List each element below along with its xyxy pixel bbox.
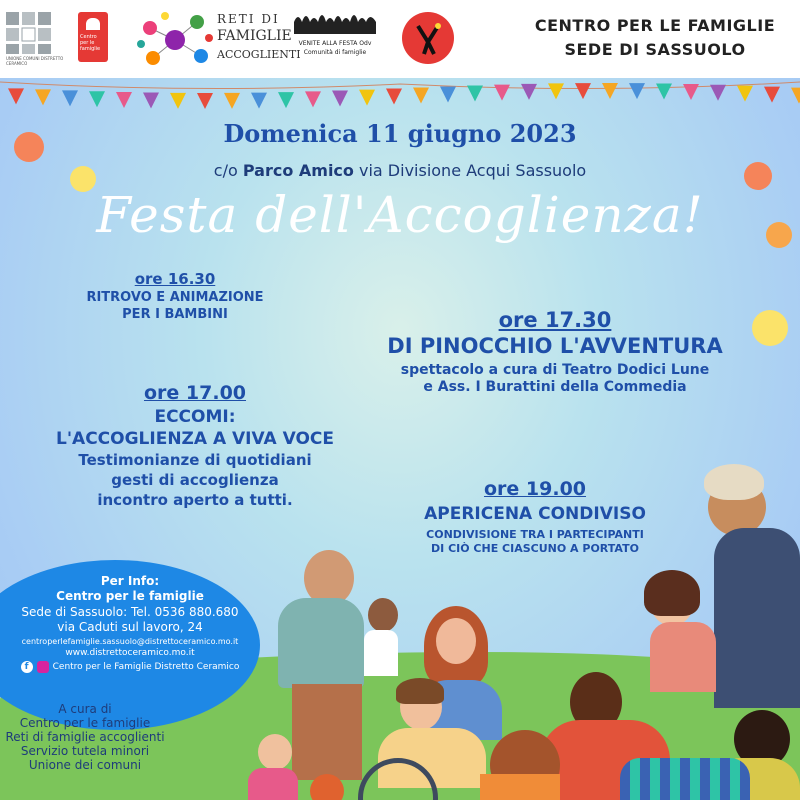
bunting-flag: [602, 83, 618, 99]
bunting-flag: [35, 89, 51, 105]
bunting-flag: [332, 91, 348, 107]
bunting-flag: [413, 87, 429, 103]
event-4-time: ore 19.00: [483, 478, 587, 500]
bunting-flag: [575, 83, 591, 99]
venue-address: via Divisione Acqui Sassuolo: [353, 161, 587, 180]
instagram-icon[interactable]: [37, 661, 49, 673]
reti-logo-line2: FAMIGLIE: [217, 28, 292, 44]
bunting-flag: [656, 83, 672, 99]
acura-line5: Unione dei comuni: [28, 758, 142, 772]
bunting-flag: [386, 89, 402, 105]
venite-logo-line1: VENITE ALLA FESTA Odv: [298, 40, 372, 47]
event-1-time: ore 16.30: [134, 270, 216, 288]
centro-famiglie-logo: [78, 12, 108, 62]
event-2: [340, 308, 770, 395]
bunting-flag: [305, 91, 321, 107]
reti-famiglie-logo: [135, 8, 301, 72]
child-head: [368, 598, 398, 632]
bunting-flag: [548, 83, 564, 99]
acura-line3: Reti di famiglie accoglienti: [5, 730, 165, 744]
people-illustration: [240, 458, 800, 800]
event-3-line2: gesti di accoglienza: [111, 471, 279, 489]
crowd-silhouette-icon: [292, 8, 378, 34]
bunting-flag: [467, 85, 483, 101]
event-3-title2: L'ACCOGLIENZA A VIVA VOCE: [56, 429, 334, 449]
header-bar: [0, 0, 800, 78]
centro-heading-line1: CENTRO PER LE FAMIGLIE: [534, 16, 776, 35]
info-email[interactable]: centroperlefamiglie.sassuolo@distrettoceramico.mo.it: [21, 637, 239, 646]
wheelchair-boy-hair: [396, 678, 444, 704]
grandpa-legs: [292, 684, 362, 780]
event-venue: [0, 161, 800, 180]
event-date: Domenica 11 giugno 2023: [223, 119, 577, 148]
venite-logo-line2: Comunità di famiglie: [303, 49, 367, 56]
venue-place: Parco Amico: [242, 161, 354, 180]
unione-logo-text: UNIONE COMUNI DISTRETTO CERAMICO: [6, 56, 64, 66]
grandpa-body: [278, 598, 364, 688]
ball-icon: [310, 774, 344, 800]
bunting-flag: [89, 91, 105, 107]
info-address: via Caduti sul lavoro, 24: [57, 620, 203, 634]
bunting-flag: [224, 93, 240, 109]
poster: [0, 78, 800, 800]
event-3-time: ore 17.00: [143, 382, 247, 404]
puppet-icon: [402, 12, 454, 64]
bunting-flag: [170, 93, 186, 109]
event-4-line2: DI CIÒ CHE CIASCUNO A PORTATO: [431, 542, 639, 555]
acura-line2: Centro per le famiglie: [19, 716, 151, 730]
event-1-line1: RITROVO E ANIMAZIONE: [86, 290, 264, 305]
event-2-line1: spettacolo a cura di Teatro Dodici Lune: [400, 362, 710, 378]
info-block: [0, 574, 260, 673]
info-heading1: Per Info:: [100, 574, 160, 588]
info-social-label: Centro per le Famiglie Distretto Ceramico: [52, 662, 240, 672]
acura-block: [0, 702, 170, 772]
event-2-time: ore 17.30: [498, 308, 612, 332]
ball-child-body: [248, 768, 298, 800]
child-body: [364, 630, 398, 676]
event-1: [55, 270, 295, 322]
centro-heading-line2: SEDE DI SASSUOLO: [564, 40, 746, 59]
hug-person-body-2: [480, 774, 560, 800]
venite-festa-logo: [290, 8, 380, 68]
info-phone: Sede di Sassuolo: Tel. 0536 880.680: [21, 605, 239, 619]
bunting-decoration: [0, 78, 800, 118]
unione-comuni-logo: [6, 12, 62, 68]
bunting-flag: [629, 83, 645, 99]
bunting-flag: [737, 86, 753, 102]
event-3-line3: incontro aperto a tutti.: [97, 491, 293, 509]
ball-child-head: [258, 734, 292, 770]
reti-logo-line3: ACCOGLIENTI: [217, 48, 301, 61]
grandma-hair: [704, 464, 764, 500]
bunting-flag: [440, 86, 456, 102]
grandma-body: [714, 528, 800, 708]
event-2-title: DI PINOCCHIO L'AVVENTURA: [387, 334, 723, 358]
event-4-title: APERICENA CONDIVISO: [424, 504, 646, 524]
venue-prefix: c/o: [213, 161, 243, 180]
hug-arm-striped: [620, 758, 750, 800]
centro-logo-text: Centro per le famiglie: [80, 34, 101, 52]
bunting-flag: [764, 87, 780, 103]
bunting-flag: [251, 93, 267, 109]
house-icon: [86, 18, 100, 30]
info-social-row: [0, 661, 260, 673]
molecule-icon: [135, 8, 215, 72]
festa-title: Festa dell'Accoglienza!: [96, 186, 704, 244]
bunting-flag: [521, 84, 537, 100]
bunting-flag: [791, 88, 800, 104]
bunting-flag: [62, 90, 78, 106]
bunting-flag: [278, 92, 294, 108]
acura-line1: A cura di: [58, 702, 112, 716]
bunting-flag: [494, 85, 510, 101]
bunting-flag: [8, 88, 24, 104]
event-4-line1: CONDIVISIONE TRA I PARTECIPANTI: [426, 528, 644, 541]
bunting-flag: [710, 85, 726, 101]
burattini-logo: [402, 12, 454, 64]
facebook-icon[interactable]: f: [21, 661, 33, 673]
event-2-line2: e Ass. I Burattini della Commedia: [423, 379, 687, 395]
bunting-flag: [197, 93, 213, 109]
bunting-flags-icon: [0, 78, 800, 118]
bunting-flag: [683, 84, 699, 100]
bunting-flag: [116, 92, 132, 108]
event-1-line2: PER I BAMBINI: [122, 307, 228, 322]
event-3-title1: ECCOMI:: [154, 407, 236, 427]
info-website[interactable]: www.distrettoceramico.mo.it: [65, 648, 195, 658]
girl-hair: [644, 570, 700, 616]
acura-line4: Servizio tutela minori: [20, 744, 150, 758]
girl-body: [650, 622, 716, 692]
bunting-flag: [143, 93, 159, 109]
bunting-flag: [359, 90, 375, 106]
event-3-line1: Testimonianze di quotidiani: [78, 451, 312, 469]
info-heading2: Centro per le famiglie: [56, 589, 204, 603]
grid-logo-icon: [6, 12, 52, 54]
woman-head: [436, 618, 476, 664]
reti-logo-line1: RETI DI: [217, 12, 280, 26]
